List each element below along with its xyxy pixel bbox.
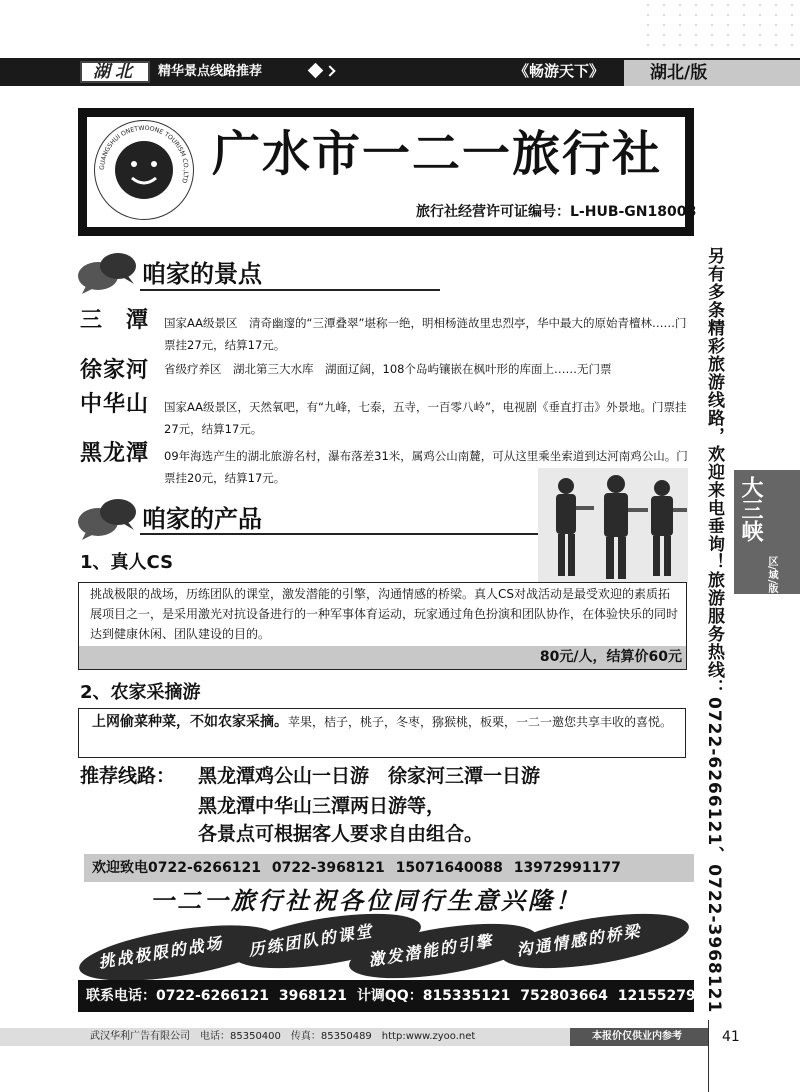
farm-desc: 苹果，桔子，桃子，冬枣，猕猴桃，板栗，一二一邀您共享丰收的喜悦。	[288, 715, 673, 729]
products-heading: 咱家的产品	[142, 505, 262, 533]
header-subtitle: 精华景点线路推荐	[158, 64, 263, 79]
svg-text:GUANGSHUI ONETWOONE TOURISM CO: GUANGSHUI ONETWOONE TOURISM CO.,LTD	[98, 124, 190, 184]
attraction-desc: 省级疗养区 湖北第三大水库 湖面辽阔，108个岛屿镶嵌在枫叶形的库面上……无门票	[164, 362, 612, 376]
decorative-dot-grid	[640, 0, 800, 50]
slogan-text: 沟通情感的桥梁	[515, 921, 643, 960]
attraction-name: 黑龙潭	[80, 440, 150, 466]
speech-bubbles-icon	[76, 250, 138, 294]
attraction-desc: 09年海选产生的湖北旅游名村，瀑布落差31米，属鸡公山南麓，可从这里乘坐索道到达河南鸡公山。门票挂20元，结算17元。	[164, 449, 688, 485]
heading-underline	[140, 289, 440, 291]
route-line: 黑龙潭中华山三潭两日游等，	[198, 795, 446, 817]
region-tab-sub: 区/域/版	[766, 556, 777, 594]
cs-product-desc: 挑战极限的战场，历练团队的课堂，激发潜能的引擎，沟通情感的桥梁。真人CS对战活动是最受欢迎的素质拓展项目之一，是采用激光对抗设备进行的一种军事体育运动，玩家通过角色扮演和团队协作，在体验快乐的同时达到健康休闲、团队建设的目的。	[90, 587, 679, 641]
footer-publisher: 武汉华利广告有限公司 电话：85350400 传真：85350489 http:www.zyoo.net	[90, 1031, 476, 1042]
edition-label: 湖北/版	[624, 60, 800, 86]
magazine-name: 《畅游天下》	[514, 62, 605, 80]
attraction-name: 徐家河	[80, 357, 150, 383]
farm-product-text	[92, 711, 677, 733]
page-number: 41	[722, 1029, 740, 1045]
cs-product-title: 1、真人CS	[80, 552, 174, 573]
routes-label: 推荐线路：	[80, 765, 176, 787]
blessing-text: 一二一旅行社祝各位同行生意兴隆！	[150, 886, 582, 915]
agency-name: 广水市一二一旅行社	[212, 126, 663, 182]
speech-bubbles-icon	[76, 496, 138, 540]
brand-label: 湖北	[80, 61, 150, 83]
contact-phones: 欢迎致电0722-6266121 0722-3968121 15071640088 13972991177	[92, 860, 621, 876]
slogan-text: 挑战极限的战场	[97, 933, 225, 972]
license-number: 旅行社经营许可证编号：L-HUB-GN18008	[416, 204, 697, 220]
region-tab-title: 大三峡	[738, 476, 764, 542]
bottom-contact-text: 联系电话：0722-6266121 3968121 计调QQ：815335121 752803664 1215527985	[86, 988, 716, 1004]
route-line: 黑龙潭鸡公山一日游 徐家河三潭一日游	[198, 765, 541, 787]
footer-divider	[708, 1020, 709, 1092]
footer-note: 本报价仅供业内参考	[570, 1028, 708, 1046]
cs-soldiers-photo	[538, 468, 688, 583]
route-line: 各景点可根据客人要求自由组合。	[198, 823, 484, 845]
slogan-text: 历练团队的课堂	[247, 921, 375, 960]
attraction-name: 中华山	[80, 391, 150, 417]
slogan-text: 激发潜能的引擎	[367, 931, 495, 970]
attraction-desc: 国家AA级景区，天然氧吧，有“九峰，七泰，五寺，一百零八岭”，电视剧《垂直打击》外景地。门票挂27元，结算17元。	[164, 400, 687, 436]
attractions-heading: 咱家的景点	[142, 260, 262, 288]
side-hotline-vertical: 另有多条精彩旅游线路，欢迎来电垂询！旅游服务热线：0722-6266121、0722-3968121	[704, 247, 724, 1014]
cs-product-price: 80元/人，结算价60元	[539, 649, 682, 665]
heading-underline	[140, 533, 538, 535]
logo-ring-text	[94, 120, 194, 220]
farm-product-title: 2、农家采摘游	[80, 682, 201, 703]
attraction-desc: 国家AA级景区 清奇幽邃的“三潭叠翠”堪称一绝，明相杨涟故里忠烈亭，华中最大的原始青檀林……门票挂27元，结算17元。	[164, 316, 687, 352]
farm-slogan: 上网偷菜种菜，不如农家采摘。	[92, 714, 288, 730]
attraction-name: 三 潭	[80, 307, 150, 333]
